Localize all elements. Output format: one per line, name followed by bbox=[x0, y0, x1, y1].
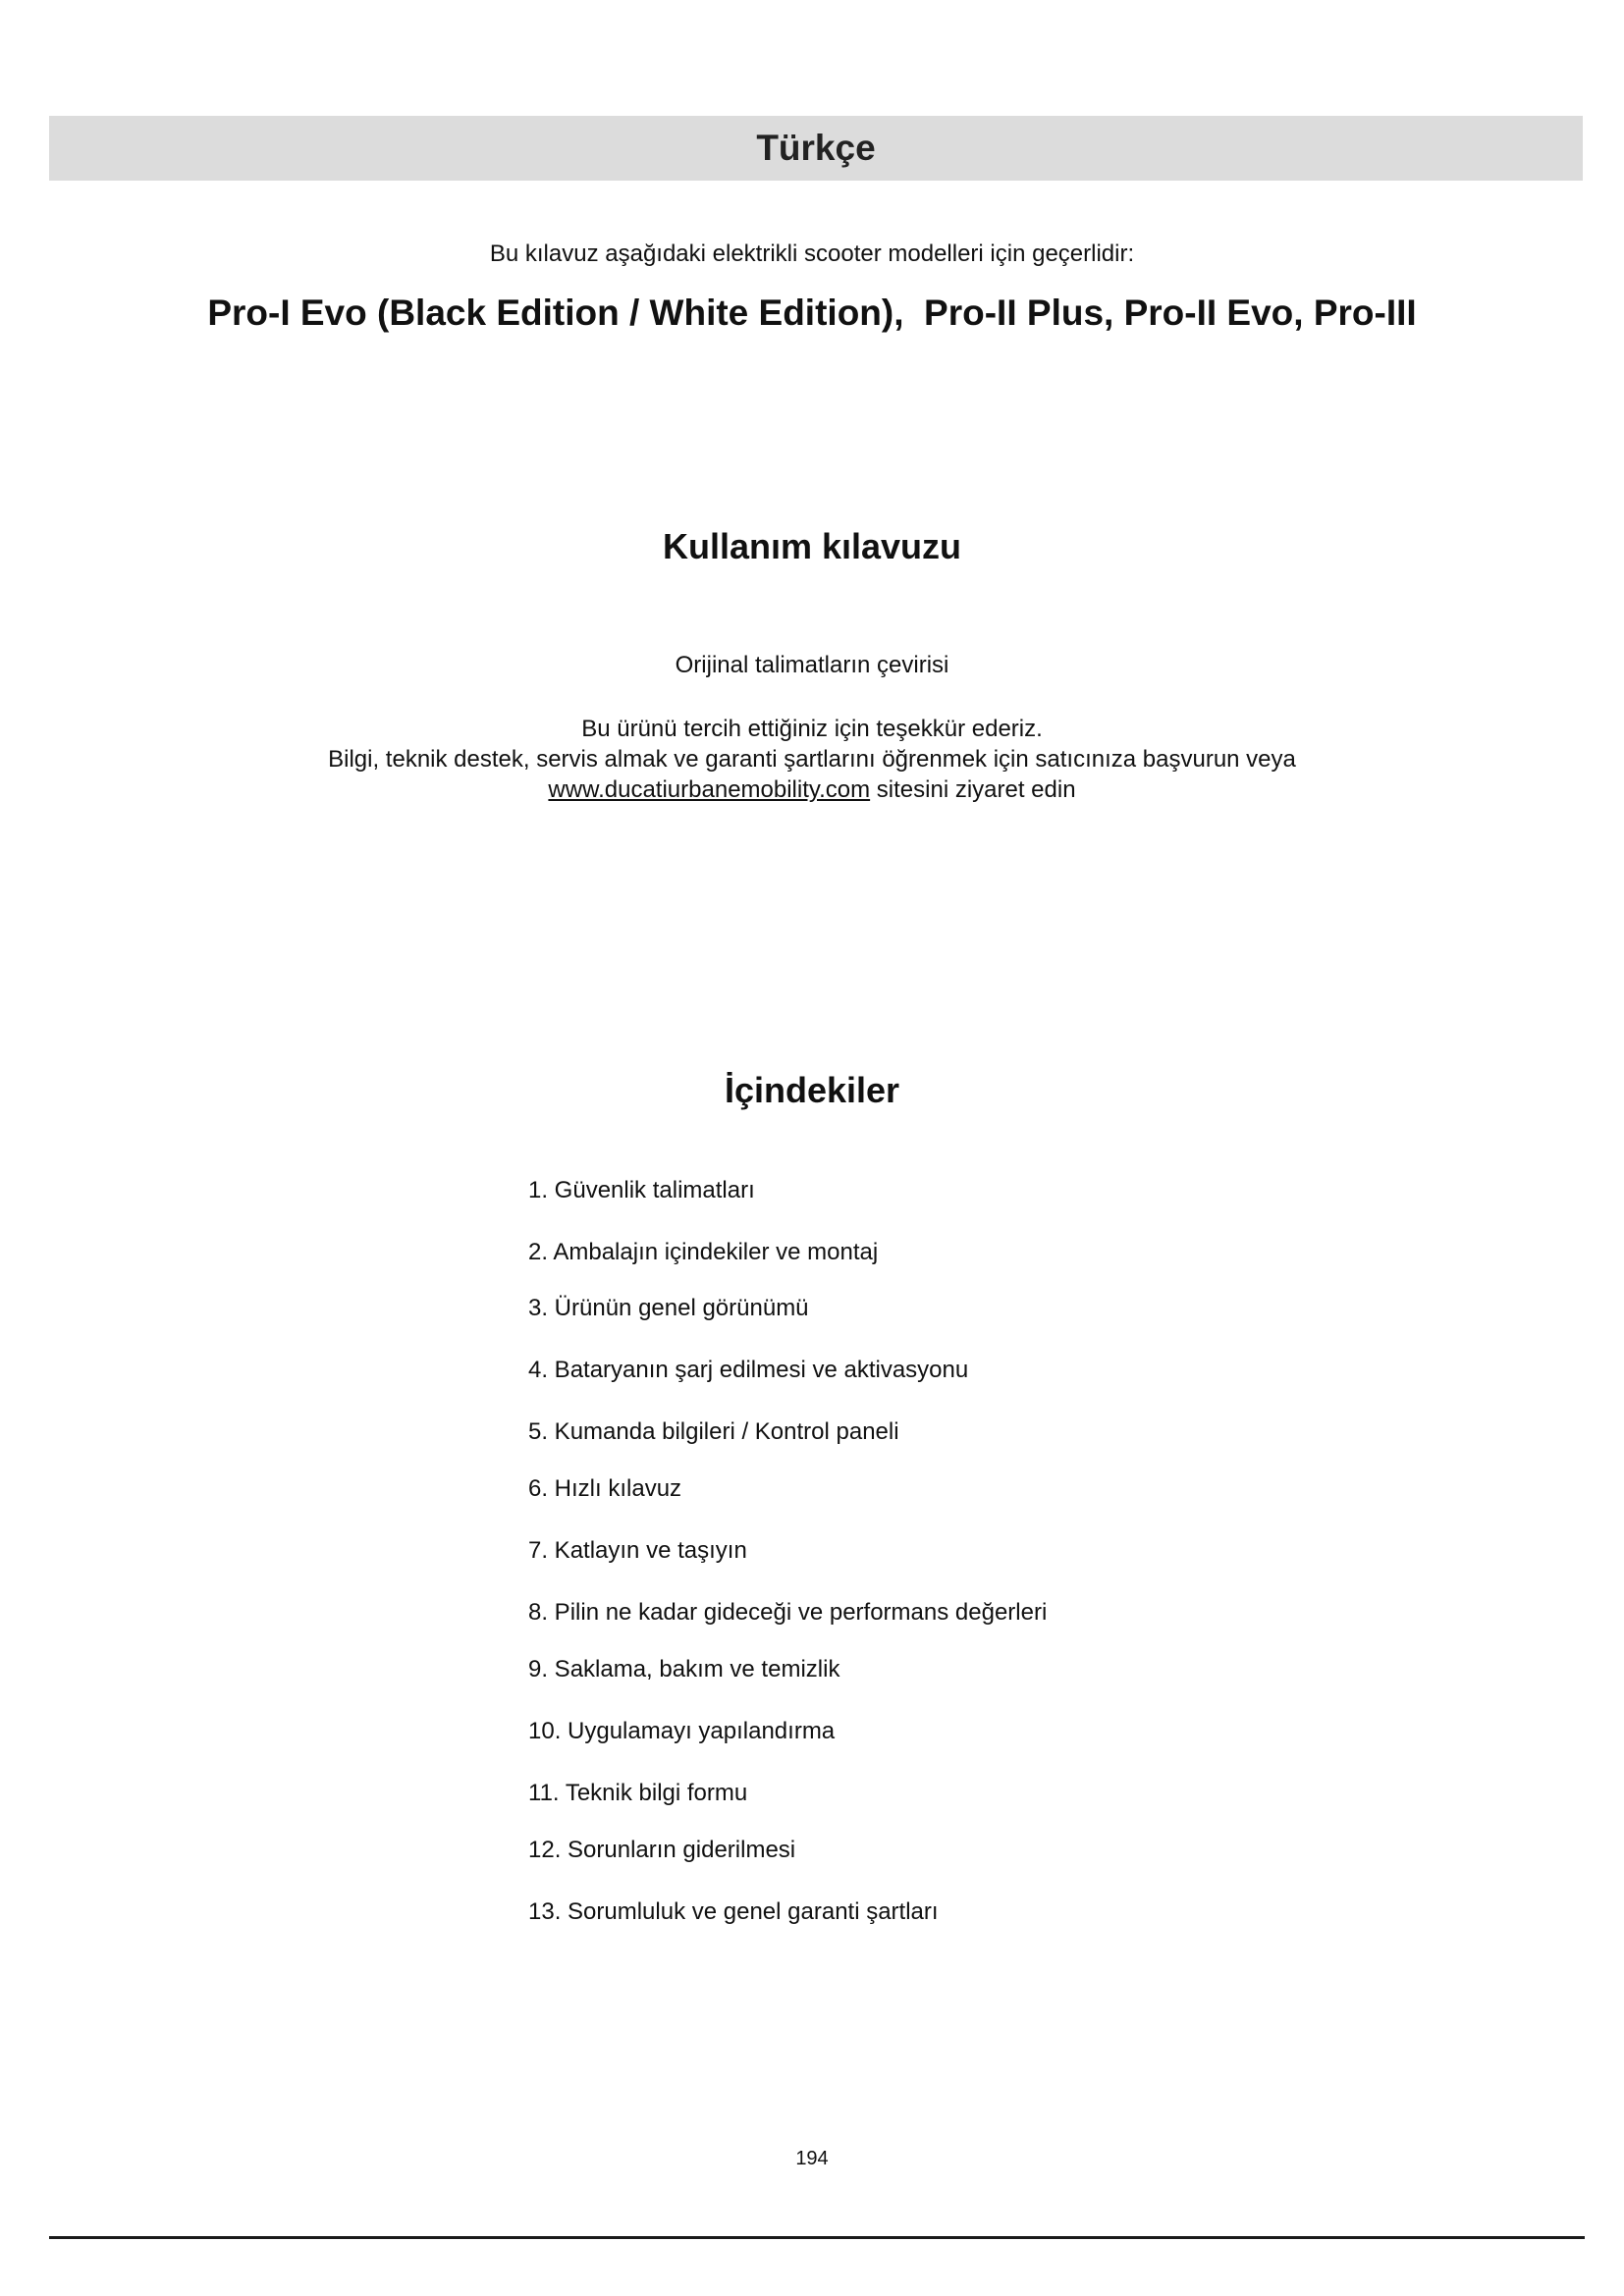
website-suffix: sitesini ziyaret edin bbox=[870, 776, 1076, 803]
language-header-bar bbox=[49, 116, 1583, 181]
language-title: Türkçe bbox=[756, 128, 876, 168]
thanks-text: Bu ürünü tercih ettiğiniz için teşekkür ederiz. bbox=[581, 716, 1043, 742]
contact-text: Bilgi, teknik destek, servis almak ve garanti şartlarını öğrenmek için satıcınıza başvurun veya bbox=[328, 746, 1296, 773]
manual-title: Kullanım kılavuzu bbox=[662, 526, 962, 566]
footer-divider bbox=[49, 2236, 1585, 2239]
model-list: Pro-I Evo (Black Edition / White Edition), Pro-II Plus, Pro-II Evo, Pro-III bbox=[207, 293, 1417, 333]
contact-block bbox=[0, 714, 1624, 805]
toc-item: 10. Uygulamayı yapılandırma bbox=[528, 1718, 836, 1744]
toc-item: 13. Sorumluluk ve genel garanti şartları bbox=[528, 1898, 939, 1925]
toc-item: 3. Ürünün genel görünümü bbox=[528, 1295, 809, 1321]
toc-item: 8. Pilin ne kadar gideceği ve performans değerleri bbox=[528, 1599, 1048, 1626]
toc-item: 6. Hızlı kılavuz bbox=[528, 1475, 682, 1502]
toc-item: 7. Katlayın ve taşıyın bbox=[528, 1537, 747, 1564]
page-number: 194 bbox=[795, 2148, 829, 2169]
applies-to-text: Bu kılavuz aşağıdaki elektrikli scooter modelleri için geçerlidir: bbox=[489, 240, 1135, 267]
toc-item: 11. Teknik bilgi formu bbox=[528, 1780, 748, 1806]
toc-item: 2. Ambalajın içindekiler ve montaj bbox=[528, 1239, 879, 1265]
website-link[interactable]: www.ducatiurbanemobility.com bbox=[548, 776, 871, 803]
toc-item: 4. Bataryanın şarj edilmesi ve aktivasyonu bbox=[528, 1357, 969, 1383]
toc-item: 9. Saklama, bakım ve temizlik bbox=[528, 1656, 840, 1682]
toc-item: 1. Güvenlik talimatları bbox=[528, 1177, 755, 1203]
toc-title: İçindekiler bbox=[724, 1070, 900, 1110]
translation-note: Orijinal talimatların çevirisi bbox=[675, 652, 949, 678]
toc-item: 12. Sorunların giderilmesi bbox=[528, 1837, 796, 1863]
website-line bbox=[0, 774, 1624, 805]
toc-item: 5. Kumanda bilgileri / Kontrol paneli bbox=[528, 1418, 899, 1445]
